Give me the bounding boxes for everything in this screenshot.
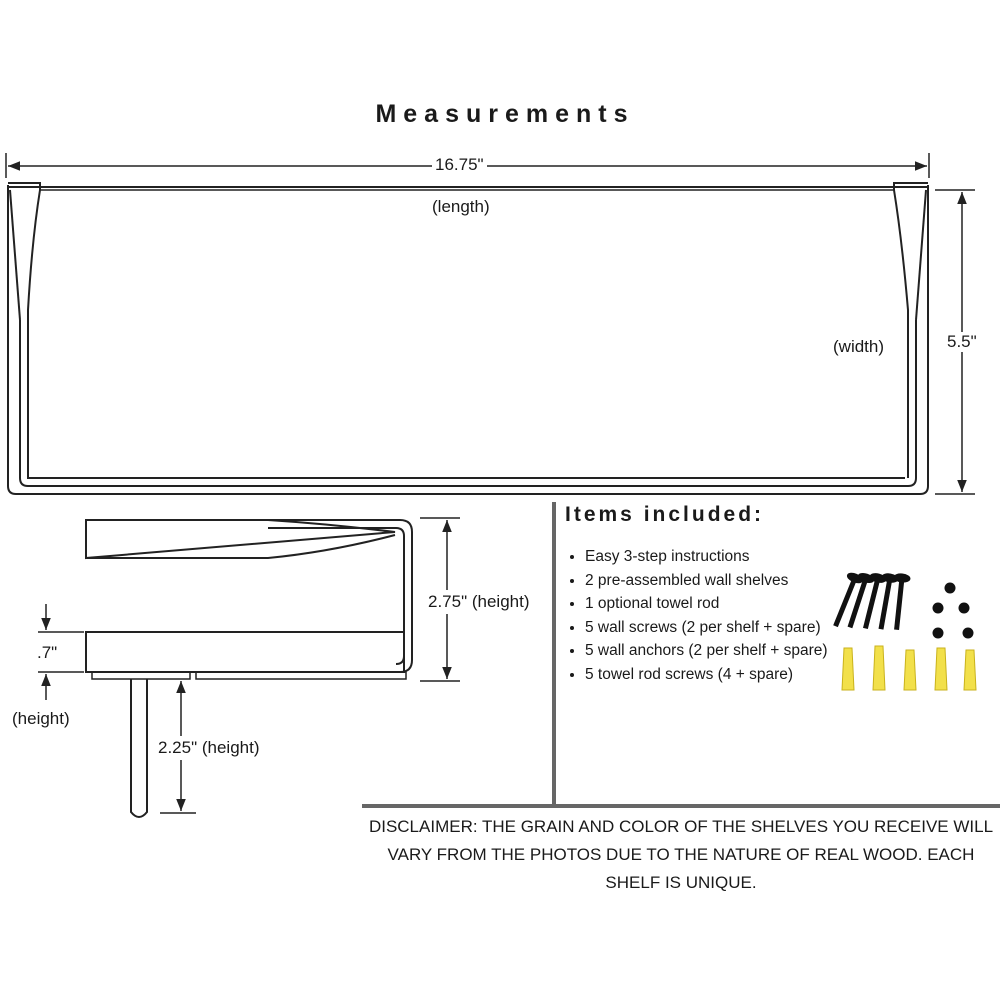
hardware-picture bbox=[828, 571, 976, 690]
lower-board bbox=[86, 632, 404, 672]
wall-anchors bbox=[842, 646, 976, 690]
top-view-drawing bbox=[6, 153, 975, 494]
total-height-value: 2.75" (height) bbox=[428, 590, 530, 614]
towel-rod-screws bbox=[933, 583, 974, 639]
width-value: 5.5" bbox=[947, 332, 977, 351]
left-end-bracket bbox=[8, 183, 905, 478]
wall-screws bbox=[828, 571, 910, 630]
shelf-inner-outline bbox=[20, 320, 916, 486]
shelf-outer-outline bbox=[8, 185, 928, 494]
list-item: • Easy 3-step instructions bbox=[585, 545, 835, 569]
thickness-label: (height) bbox=[12, 709, 70, 728]
items-included-list bbox=[565, 545, 835, 686]
list-item: • 2 pre-assembled wall shelves bbox=[585, 569, 835, 593]
list-item: • 5 wall anchors (2 per shelf + spare) bbox=[585, 639, 835, 663]
length-value: 16.75" bbox=[432, 155, 487, 175]
length-label: (length) bbox=[432, 197, 490, 216]
list-item: • 5 wall screws (2 per shelf + spare) bbox=[585, 616, 835, 640]
towel-rod bbox=[131, 679, 147, 817]
thickness-value: .7" bbox=[37, 643, 58, 662]
width-label: (width) bbox=[833, 337, 885, 356]
page-title: Measurements bbox=[375, 100, 635, 128]
side-view-drawing bbox=[38, 518, 460, 817]
disclaimer-text: DISCLAIMER: THE GRAIN AND COLOR OF THE SHELVES YOU RECEIVE WILL VARY FROM THE PHOTOS DUE TO THE NATURE OF REAL WOOD. EACH SHELF IS UNIQUE. bbox=[368, 817, 994, 892]
list-item: • 5 towel rod screws (4 + spare) bbox=[585, 663, 835, 687]
items-included-heading: Items included: bbox=[565, 503, 765, 526]
rod-drop-value: 2.25" (height) bbox=[158, 736, 260, 760]
list-item: • 1 optional towel rod bbox=[585, 592, 835, 616]
upper-board bbox=[86, 520, 395, 558]
